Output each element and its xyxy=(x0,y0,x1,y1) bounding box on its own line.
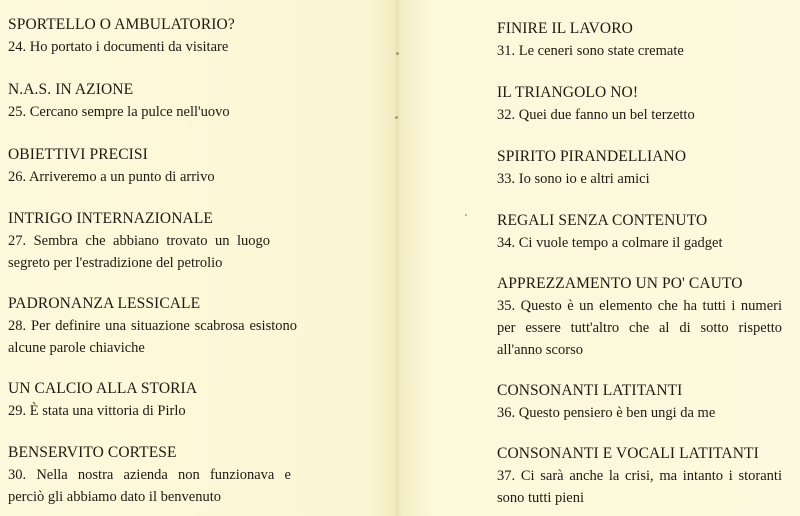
entry-37 xyxy=(497,443,782,509)
entry-title: UN CALCIO ALLA STORIA xyxy=(8,380,198,397)
entry-clue: 34. Ci vuole tempo a colmare il gadget xyxy=(497,235,723,251)
entry-title: CONSONANTI E VOCALI LATITANTI xyxy=(497,445,759,462)
entry-title: BENSERVITO CORTESE xyxy=(8,444,177,461)
entry-32 xyxy=(497,82,782,126)
entry-title: CONSONANTI LATITANTI xyxy=(497,382,683,399)
entry-26 xyxy=(8,144,388,188)
entry-title: FINIRE IL LAVORO xyxy=(497,20,633,37)
entry-clue: 31. Le ceneri sono state cremate xyxy=(497,43,684,59)
left-page xyxy=(8,0,388,516)
entry-27 xyxy=(8,208,270,274)
entry-30 xyxy=(8,442,291,508)
entry-clue: 32. Quei due fanno un bel terzetto xyxy=(497,107,695,123)
entry-title: SPIRITO PIRANDELLIANO xyxy=(497,148,687,165)
entry-title: OBIETTIVI PRECISI xyxy=(8,146,148,163)
entry-24 xyxy=(8,14,388,58)
paper-speck xyxy=(395,116,398,119)
entry-33 xyxy=(497,146,782,190)
entry-clue: 35. Questo è un elemento che ha tutti i numeri per essere tutt'altro che al di sotto rispetto all'anno scorso xyxy=(497,298,782,358)
entry-title: APPREZZAMENTO UN PO' CAUTO xyxy=(497,275,743,292)
entry-title: N.A.S. IN AZIONE xyxy=(8,81,134,98)
right-page xyxy=(497,0,782,516)
entry-title: IL TRIANGOLO NO! xyxy=(497,84,639,101)
entry-clue: 25. Cercano sempre la pulce nell'uovo xyxy=(8,104,230,120)
entry-clue: 26. Arriveremo a un punto di arrivo xyxy=(8,169,215,185)
paper-speck xyxy=(396,52,399,55)
entry-clue: 33. Io sono io e altri amici xyxy=(497,171,650,187)
entry-clue: 37. Ci sarà anche la crisi, ma intanto i storanti sono tutti pieni xyxy=(497,468,782,506)
entry-34 xyxy=(497,210,782,254)
entry-clue: 30. Nella nostra azienda non funzionava e perciò gli abbiamo dato il benvenuto xyxy=(8,467,291,505)
entry-title: REGALI SENZA CONTENUTO xyxy=(497,212,708,229)
entry-title: SPORTELLO O AMBULATORIO? xyxy=(8,16,235,33)
entry-title: INTRIGO INTERNAZIONALE xyxy=(8,210,213,227)
entry-36 xyxy=(497,380,782,424)
entry-31 xyxy=(497,18,782,62)
entry-clue: 36. Questo pensiero è ben ungi da me xyxy=(497,405,716,421)
entry-25 xyxy=(8,79,388,123)
paper-speck xyxy=(465,214,467,216)
entry-clue: 29. È stata una vittoria di Pirlo xyxy=(8,403,186,419)
entry-28 xyxy=(8,293,297,359)
entry-title: PADRONANZA LESSICALE xyxy=(8,295,201,312)
entry-clue: 28. Per definire una situazione scabrosa esistono alcune parole chiaviche xyxy=(8,318,297,356)
entry-clue: 24. Ho portato i documenti da visitare xyxy=(8,39,229,55)
entry-35 xyxy=(497,273,782,361)
entry-clue: 27. Sembra che abbiano trovato un luogo segreto per l'estradizione del petrolio xyxy=(8,233,270,271)
entry-29 xyxy=(8,378,388,422)
